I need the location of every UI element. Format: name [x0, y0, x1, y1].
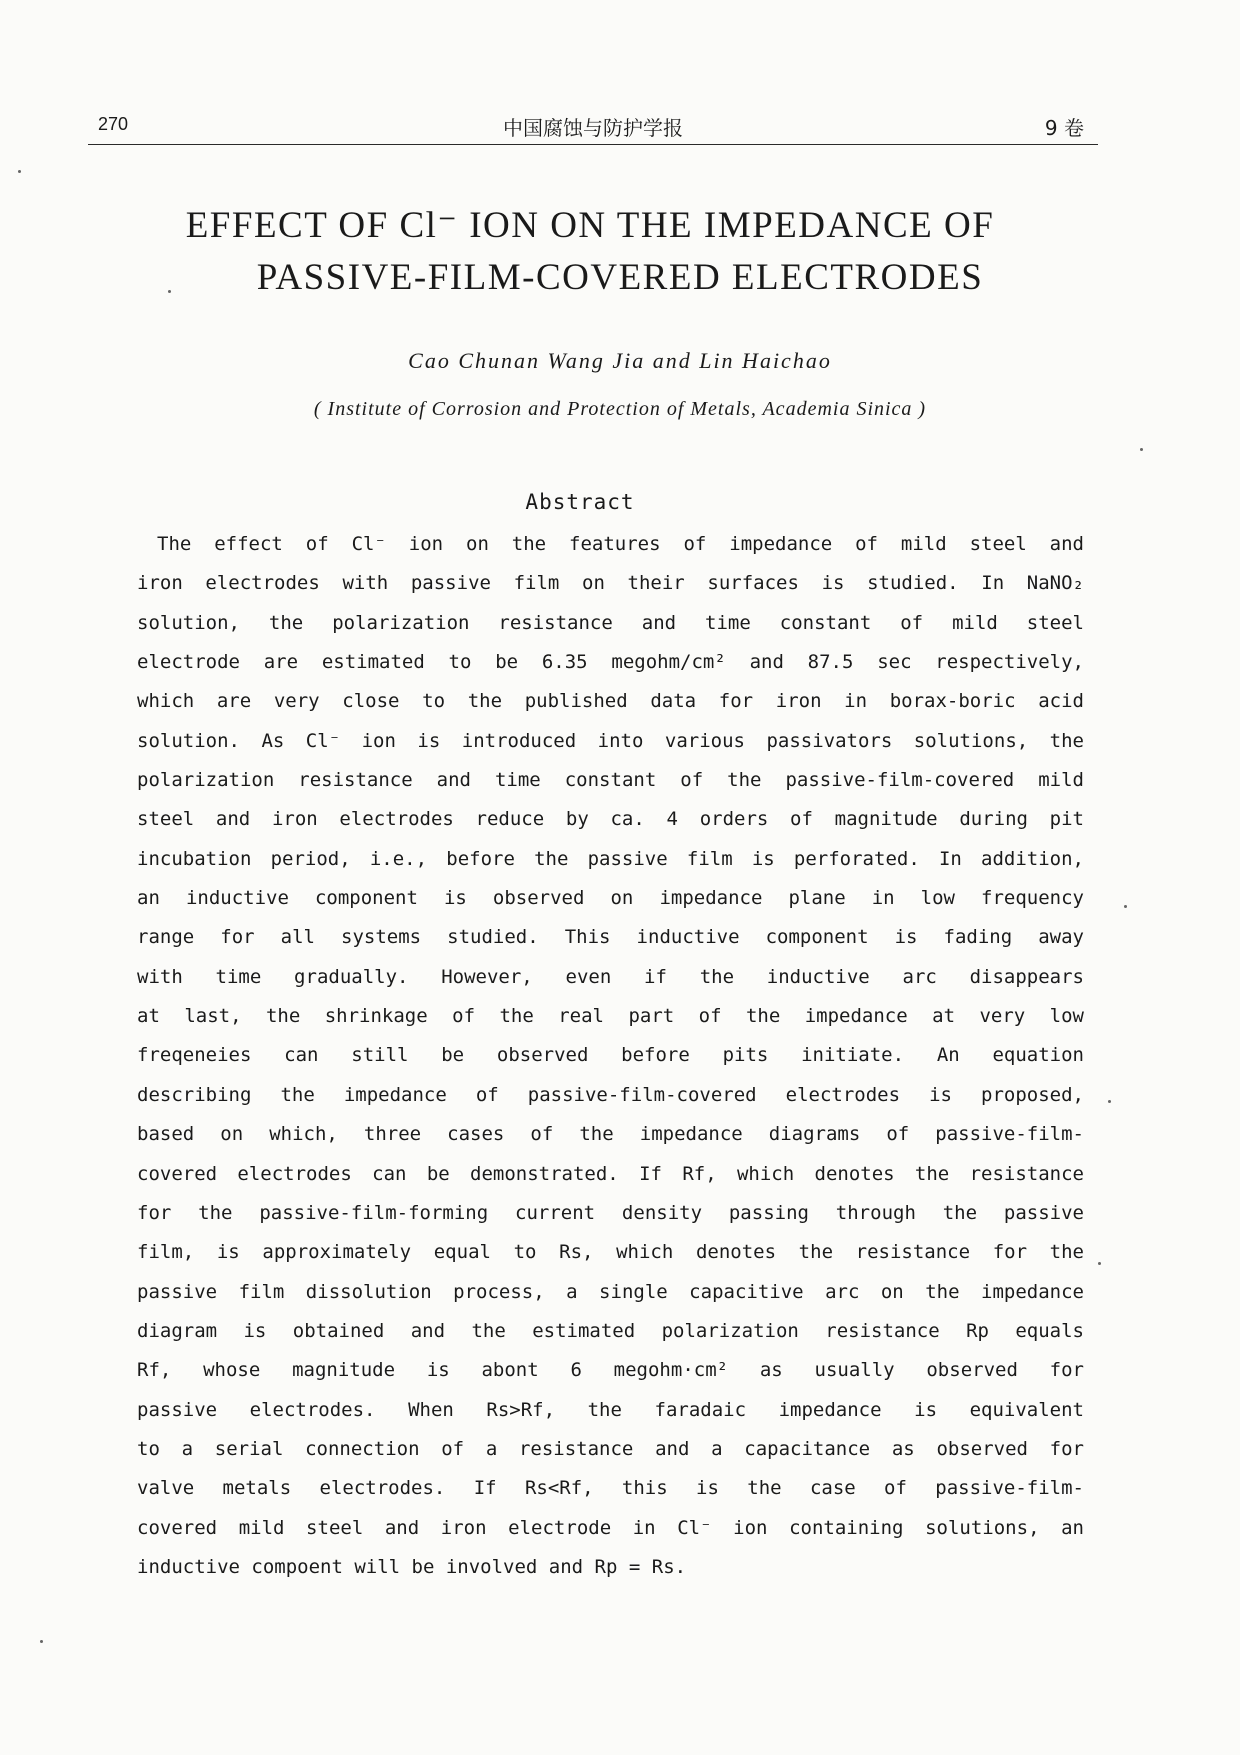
abstract-line: The effect of Cl⁻ ion on the features of impedance of mild steel and: [157, 533, 1084, 555]
volume-label: 9 卷: [1044, 116, 1084, 140]
abstract-line: film, is approximately equal to Rs, which denotes the resistance for the: [137, 1241, 1084, 1264]
scan-speck: [1108, 1100, 1111, 1103]
abstract-line: electrode are estimated to be 6.35 megohm/cm² and 87.5 sec respectively,: [137, 651, 1084, 674]
paper-title: [90, 200, 1150, 304]
abstract-line: to a serial connection of a resistance and a capacitance as observed for: [137, 1437, 1084, 1460]
abstract-line: Rf, whose magnitude is abont 6 megohm·cm² as usually observed for: [137, 1359, 1084, 1382]
abstract-line: freqeneies can still be observed before pits initiate. An equation: [137, 1044, 1084, 1067]
abstract-line: incubation period, i.e., before the passive film is perforated. In addition,: [137, 847, 1084, 870]
abstract-line: based on which, three cases of the impedance diagrams of passive-film-: [137, 1123, 1084, 1146]
scan-speck: [168, 290, 171, 293]
abstract-line: solution. As Cl⁻ ion is introduced into various passivators solutions, the: [137, 729, 1084, 752]
abstract-line: passive electrodes. When Rs>Rf, the faradaic impedance is equivalent: [137, 1398, 1084, 1421]
abstract-line: solution, the polarization resistance and time constant of mild steel: [137, 611, 1084, 634]
abstract-line: diagram is obtained and the estimated polarization resistance Rp equals: [137, 1319, 1084, 1342]
abstract-line: polarization resistance and time constant of the passive-film-covered mild: [137, 769, 1084, 792]
scan-speck: [1140, 448, 1143, 451]
abstract-line: iron electrodes with passive film on their surfaces is studied. In NaNO₂: [137, 572, 1084, 595]
abstract-body: [137, 525, 1084, 1587]
abstract-line: with time gradually. However, even if the inductive arc disappears: [137, 965, 1084, 988]
abstract-line: which are very close to the published data for iron in borax-boric acid: [137, 690, 1084, 713]
abstract-line: inductive compoent will be involved and Rp = Rs.: [137, 1555, 687, 1578]
abstract-line: an inductive component is observed on impedance plane in low frequency: [137, 887, 1084, 910]
running-header: [88, 110, 1098, 145]
scan-speck: [1124, 905, 1127, 908]
page-number: 270: [98, 114, 129, 134]
abstract-line: range for all systems studied. This inductive component is fading away: [137, 926, 1084, 949]
authors: Cao Chunan Wang Jia and Lin Haichao: [408, 348, 832, 373]
abstract-line: steel and iron electrodes reduce by ca. 4 orders of magnitude during pit: [137, 808, 1084, 831]
journal-name: 中国腐蚀与防护学报: [503, 116, 683, 140]
abstract-heading: Abstract: [525, 490, 635, 514]
scan-speck: [40, 1640, 43, 1643]
abstract-line: for the passive-film-forming current density passing through the passive: [137, 1201, 1084, 1224]
affiliation: ( Institute of Corrosion and Protection of Metals, Academia Sinica ): [313, 398, 927, 420]
abstract-line: passive film dissolution process, a single capacitive arc on the impedance: [137, 1280, 1084, 1303]
scan-speck: [1098, 1262, 1101, 1265]
abstract-line: valve metals electrodes. If Rs<Rf, this is the case of passive-film-: [137, 1477, 1084, 1500]
title-line-2: PASSIVE-FILM-COVERED ELECTRODES: [256, 257, 984, 298]
scan-speck: [18, 170, 21, 173]
abstract-line: at last, the shrinkage of the real part of the impedance at very low: [137, 1005, 1084, 1028]
abstract-line: describing the impedance of passive-film-covered electrodes is proposed,: [137, 1083, 1084, 1106]
abstract-line: covered electrodes can be demonstrated. If Rf, which denotes the resistance: [137, 1162, 1084, 1185]
title-line-1: EFFECT OF Cl⁻ ION ON THE IMPEDANCE OF: [185, 205, 995, 246]
abstract-line: covered mild steel and iron electrode in Cl⁻ ion containing solutions, an: [137, 1516, 1084, 1539]
